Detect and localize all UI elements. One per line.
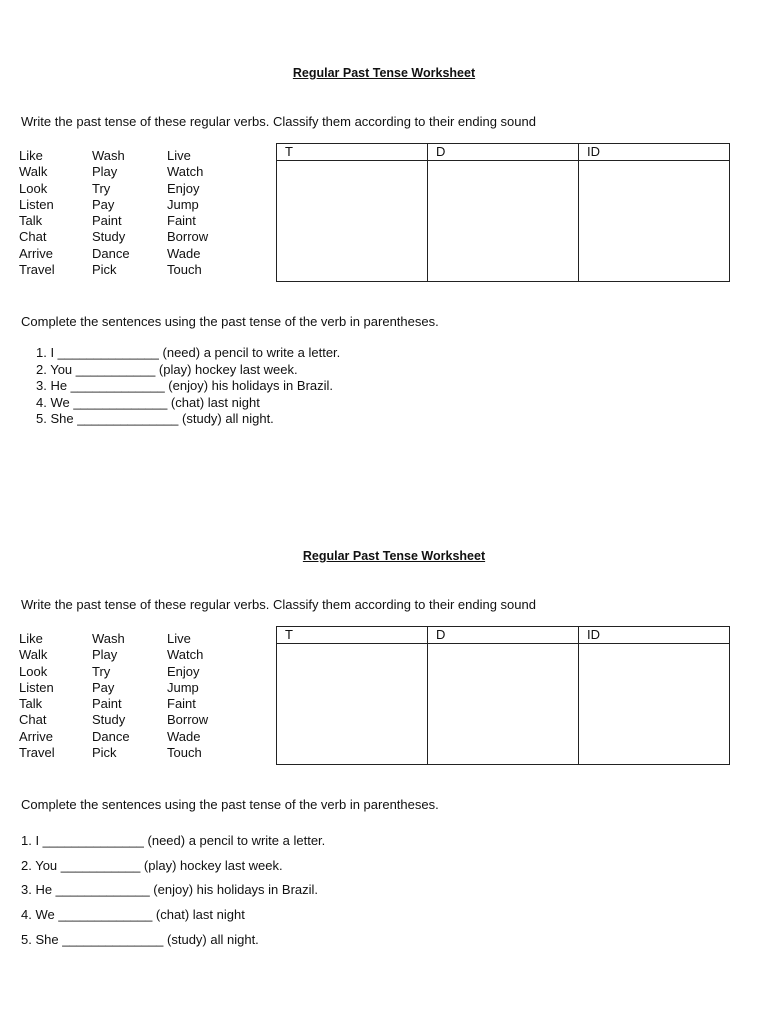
verb: Jump — [167, 679, 199, 695]
verb: Faint — [167, 696, 196, 712]
verb: Try — [92, 180, 111, 196]
verb: Borrow — [167, 229, 209, 245]
verb: Talk — [19, 213, 43, 229]
sentence-item: 5. She ______________ (study) all night. — [36, 411, 274, 426]
verb: Dance — [92, 728, 130, 744]
verb-column — [92, 631, 130, 761]
verb: Look — [19, 180, 48, 196]
column-header-d: D — [428, 144, 579, 161]
verb: Pick — [92, 745, 117, 761]
verb: Walk — [19, 164, 48, 180]
sentence-item: 4. We _____________ (chat) last night — [21, 907, 245, 923]
verb: Enjoy — [167, 663, 200, 679]
verb: Look — [19, 663, 48, 679]
worksheet-title: Regular Past Tense Worksheet — [292, 66, 476, 80]
verb: Watch — [167, 647, 204, 663]
verb: Borrow — [167, 712, 209, 728]
verb: Chat — [19, 712, 47, 728]
verb-column — [19, 148, 55, 278]
verb: Arrive — [19, 728, 53, 744]
sentence-item: 2. You ___________ (play) hockey last week. — [36, 361, 298, 377]
verb: Wade — [167, 728, 201, 744]
worksheet — [0, 0, 768, 484]
verb-column — [92, 148, 130, 278]
classification-table — [276, 626, 730, 765]
sentence-item: 2. You ___________ (play) hockey last week. — [21, 857, 283, 873]
verb: Jump — [167, 196, 199, 212]
sentence-item: 4. We _____________ (chat) last night — [36, 394, 260, 410]
verb: Study — [92, 229, 126, 245]
verb-column — [167, 148, 208, 278]
classify-instructions: Write the past tense of these regular verbs. Classify them according to their ending sound — [21, 114, 536, 129]
complete-instructions: Complete the sentences using the past tense of the verb in parentheses. — [21, 314, 439, 329]
verb: Play — [92, 164, 118, 180]
column-header-t: T — [277, 627, 428, 644]
sentence-item: 3. He _____________ (enjoy) his holidays in Brazil. — [21, 882, 319, 898]
complete-instructions: Complete the sentences using the past tense of the verb in parentheses. — [21, 797, 439, 812]
worksheet — [0, 483, 768, 967]
answer-cell-id[interactable] — [579, 161, 730, 282]
table-row — [277, 644, 730, 765]
verb: Try — [92, 663, 111, 679]
verb: Chat — [19, 229, 47, 245]
verb: Arrive — [19, 245, 53, 261]
verb: Listen — [19, 196, 54, 212]
verb: Listen — [19, 679, 54, 695]
verb: Pay — [92, 196, 115, 212]
worksheet-title: Regular Past Tense Worksheet — [302, 549, 486, 563]
verb: Pay — [92, 679, 115, 695]
verb-column — [19, 631, 55, 761]
table-row — [277, 161, 730, 282]
verb: Travel — [19, 262, 55, 278]
verb: Faint — [167, 213, 196, 229]
verb: Watch — [167, 164, 204, 180]
sentence-list — [36, 345, 340, 428]
verb: Touch — [167, 262, 202, 278]
sentence-item: 1. I ______________ (need) a pencil to write a letter. — [21, 833, 326, 848]
verb: Wash — [92, 631, 125, 646]
sentence-item: 3. He _____________ (enjoy) his holidays in Brazil. — [36, 378, 334, 393]
verb-column — [167, 631, 208, 761]
verb: Study — [92, 712, 126, 728]
column-header-id: ID — [579, 144, 730, 161]
verb: Live — [167, 148, 191, 163]
classification-table — [276, 143, 730, 282]
verb: Talk — [19, 696, 43, 712]
verb: Pick — [92, 262, 117, 278]
answer-cell-d[interactable] — [428, 161, 579, 282]
table-header-row — [277, 144, 730, 161]
verb: Wash — [92, 148, 125, 163]
verb: Touch — [167, 745, 202, 761]
answer-cell-t[interactable] — [277, 644, 428, 765]
answer-cell-d[interactable] — [428, 644, 579, 765]
classify-instructions: Write the past tense of these regular verbs. Classify them according to their ending sound — [21, 597, 536, 612]
verb: Like — [19, 631, 43, 646]
verb: Paint — [92, 213, 122, 229]
verb: Walk — [19, 647, 48, 663]
verb: Enjoy — [167, 180, 200, 196]
verb: Travel — [19, 745, 55, 761]
sentence-list — [21, 829, 325, 953]
sentence-item: 5. She ______________ (study) all night. — [21, 931, 259, 947]
verb: Wade — [167, 245, 201, 261]
verb: Live — [167, 631, 191, 646]
verb: Play — [92, 647, 118, 663]
column-header-d: D — [428, 627, 579, 644]
answer-cell-t[interactable] — [277, 161, 428, 282]
verb: Like — [19, 148, 43, 163]
sentence-item: 1. I ______________ (need) a pencil to write a letter. — [36, 345, 341, 360]
answer-cell-id[interactable] — [579, 644, 730, 765]
column-header-id: ID — [579, 627, 730, 644]
verb: Paint — [92, 696, 122, 712]
table-header-row — [277, 627, 730, 644]
verb: Dance — [92, 245, 130, 261]
column-header-t: T — [277, 144, 428, 161]
